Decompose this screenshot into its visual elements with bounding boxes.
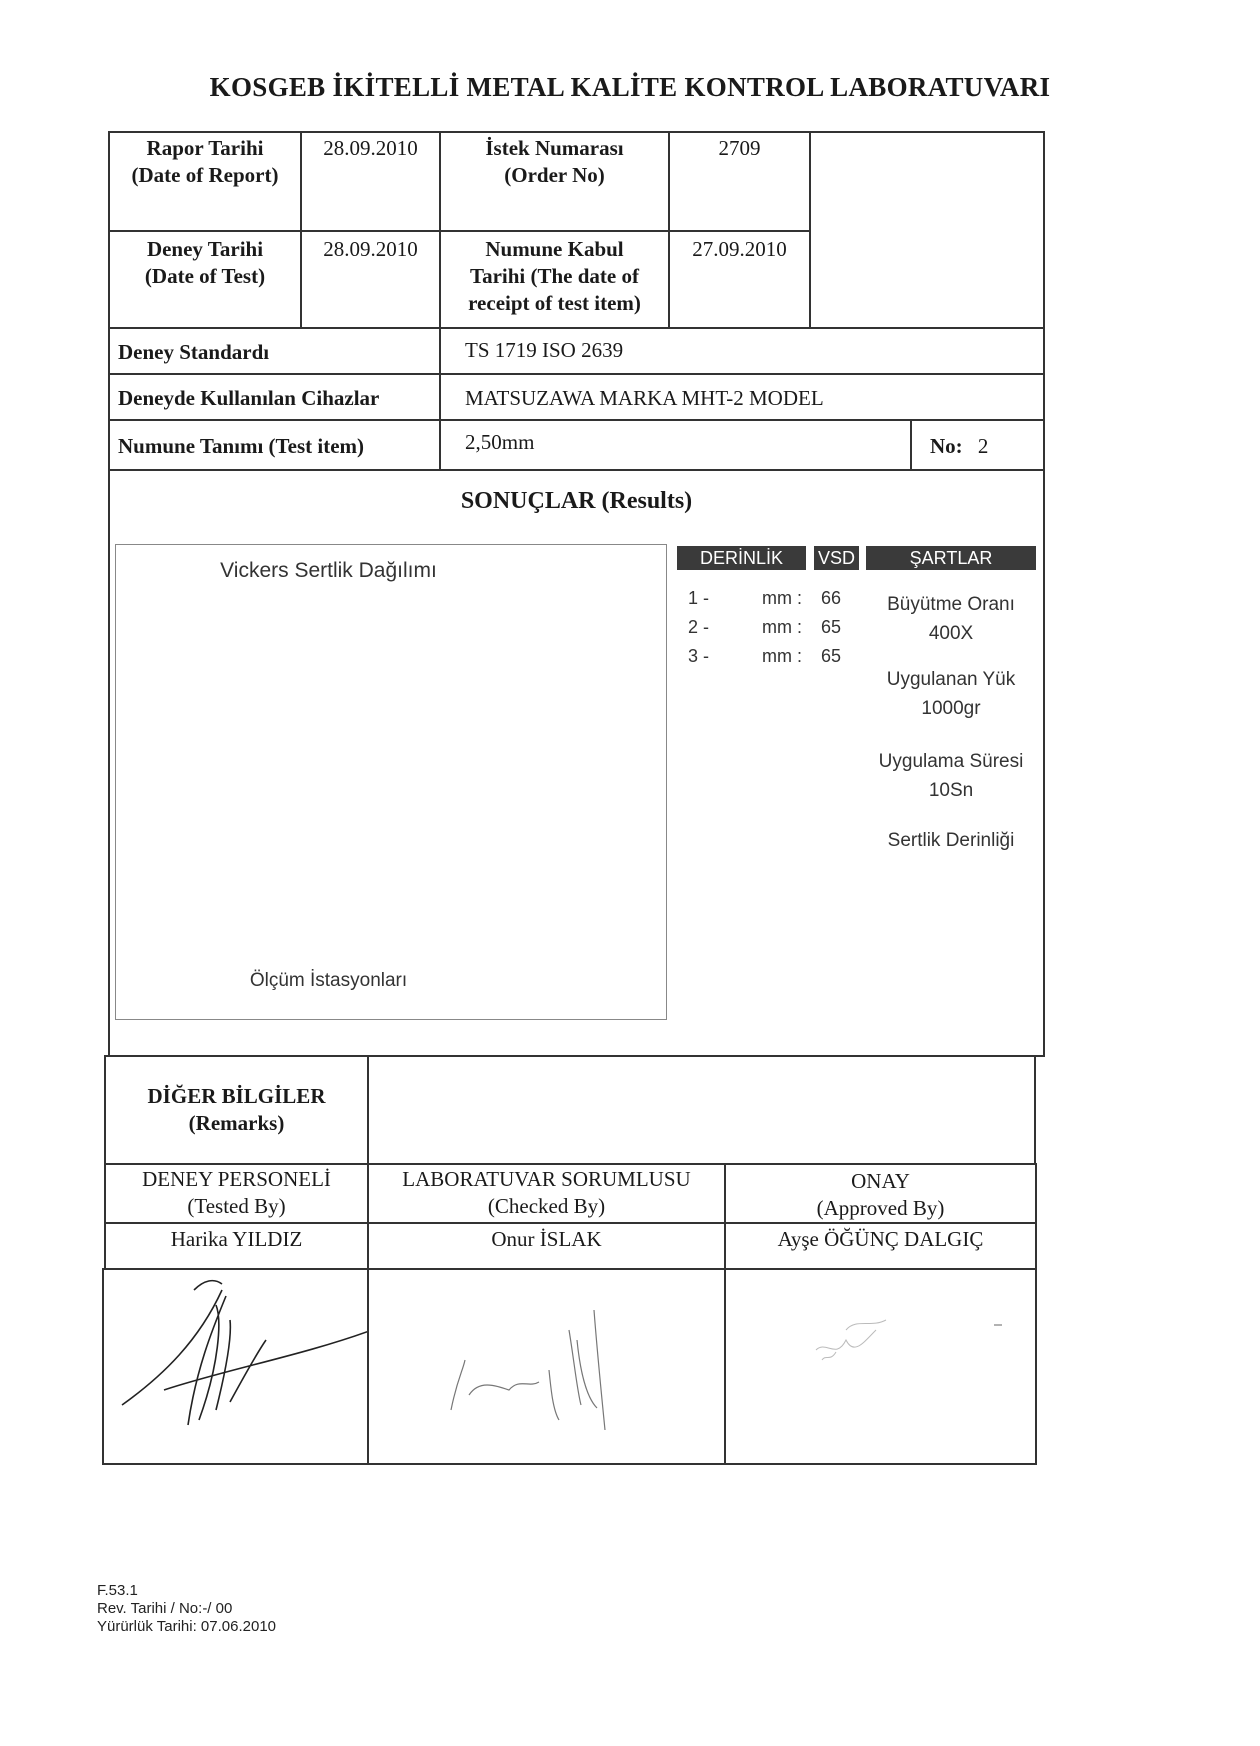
- order-label: İstek Numarası: [485, 136, 624, 160]
- approved-by-label: ONAY: [851, 1169, 910, 1193]
- item-no-value: 2: [977, 434, 989, 458]
- item-value: 2,50mm: [465, 430, 535, 454]
- results-title: SONUÇLAR (Results): [460, 488, 693, 514]
- standard-label: Deney Standardı: [118, 340, 270, 364]
- item-label-cell: [108, 419, 441, 471]
- row-index: 3 -: [688, 646, 710, 666]
- receipt-label-3: receipt of test item): [468, 291, 641, 315]
- row-unit: mm :: [762, 588, 802, 608]
- report-date-cell: [300, 131, 441, 232]
- remarks-label-en: (Remarks): [188, 1111, 285, 1135]
- receipt-label-1: Numune Kabul: [485, 237, 624, 261]
- approved-by-label-en: (Approved By): [816, 1196, 945, 1220]
- remarks-value-cell: [367, 1055, 1036, 1165]
- chart-title: Vickers Sertlik Dağılımı: [220, 559, 437, 582]
- row-vsd: 65: [821, 646, 842, 666]
- row-index: 1 -: [688, 588, 710, 608]
- load-value: 1000gr: [921, 698, 981, 719]
- approved-by-label-cell: [724, 1163, 1037, 1224]
- footer: [97, 1582, 276, 1636]
- approved-by-signature-cell: [724, 1268, 1037, 1465]
- lab-title: KOSGEB İKİTELLİ METAL KALİTE KONTROL LABORATUVARI: [209, 72, 1051, 102]
- results-rows: [688, 584, 841, 671]
- test-date-label: Deney Tarihi: [146, 237, 264, 261]
- checked-by-signature-cell: [367, 1268, 726, 1465]
- approved-by-name-cell: [724, 1222, 1037, 1270]
- blank-corner-cell: [809, 131, 1045, 329]
- report-date-label: Rapor Tarihi: [146, 136, 264, 160]
- devices-value-cell: [439, 373, 1045, 421]
- receipt-label-2: Tarihi (The date of: [470, 264, 639, 288]
- revision-info: Rev. Tarihi / No:-/ 00: [97, 1600, 233, 1617]
- report-date-label-cell: [108, 131, 302, 232]
- checked-by-signature: [369, 1270, 724, 1463]
- report-date-value: 28.09.2010: [323, 136, 418, 160]
- devices-label: Deneyde Kullanılan Cihazlar: [118, 386, 380, 410]
- checked-by-label: LABORATUVAR SORUMLUSU: [402, 1167, 691, 1191]
- row-unit: mm :: [762, 617, 802, 637]
- tested-by-signature: [104, 1270, 367, 1463]
- standard-value: TS 1719 ISO 2639: [465, 338, 624, 362]
- tested-by-name-cell: [104, 1222, 369, 1270]
- tested-by-signature-cell: [102, 1268, 369, 1465]
- magnification-label: Büyütme Oranı: [887, 594, 1015, 615]
- row-vsd: 66: [821, 588, 842, 608]
- standard-label-cell: [108, 327, 441, 375]
- checked-by-label-cell: [367, 1163, 726, 1224]
- item-label: Numune Tanımı (Test item): [118, 434, 365, 458]
- test-date-label-cell: [108, 230, 302, 329]
- checked-by-name-cell: [367, 1222, 726, 1270]
- order-label-cell: [439, 131, 670, 232]
- remarks-label: DİĞER BİLGİLER: [147, 1084, 326, 1108]
- magnification-value: 400X: [928, 623, 974, 644]
- row-vsd: 65: [821, 617, 842, 637]
- order-no-cell: [668, 131, 811, 232]
- item-no-cell: [910, 419, 1045, 471]
- tested-by-label-cell: [104, 1163, 369, 1224]
- order-no-value: 2709: [718, 136, 761, 160]
- effective-date: Yürürlük Tarihi: 07.06.2010: [97, 1618, 277, 1635]
- tested-by-label: DENEY PERSONELİ: [142, 1167, 331, 1191]
- remarks-label-cell: [104, 1055, 369, 1165]
- depth-column-header: DERİNLİK: [677, 546, 806, 570]
- receipt-date-cell: [668, 230, 811, 329]
- result-row: [688, 613, 841, 642]
- order-label-en: (Order No): [504, 163, 605, 187]
- chart-xlabel: Ölçüm İstasyonları: [249, 970, 408, 991]
- item-value-cell: [439, 419, 912, 471]
- vsd-column-header: VSD: [814, 546, 859, 570]
- checked-by-label-en: (Checked By): [487, 1194, 606, 1218]
- result-row: [688, 584, 841, 613]
- chart-box: [115, 544, 667, 1020]
- form-number: F.53.1: [97, 1582, 138, 1599]
- conditions-column-header: ŞARTLAR: [866, 546, 1036, 570]
- depth-label: Sertlik Derinliği: [887, 830, 1015, 851]
- test-date-label-en: (Date of Test): [144, 264, 266, 288]
- load-label: Uygulanan Yük: [886, 669, 1016, 690]
- approved-by-signature: [726, 1270, 1035, 1463]
- row-index: 2 -: [688, 617, 710, 637]
- duration-value: 10Sn: [928, 780, 974, 801]
- conditions-block: [866, 590, 1036, 855]
- receipt-date-value: 27.09.2010: [692, 237, 787, 261]
- duration-label: Uygulama Süresi: [878, 751, 1024, 772]
- tested-by-name: Harika YILDIZ: [170, 1227, 303, 1251]
- standard-value-cell: [439, 327, 1045, 375]
- devices-value: MATSUZAWA MARKA MHT-2 MODEL: [465, 386, 824, 410]
- result-row: [688, 642, 841, 671]
- test-date-value: 28.09.2010: [323, 237, 418, 261]
- test-date-cell: [300, 230, 441, 329]
- approved-by-name: Ayşe ÖĞÜNÇ DALGIÇ: [777, 1227, 984, 1251]
- row-unit: mm :: [762, 646, 802, 666]
- checked-by-name: Onur İSLAK: [491, 1227, 602, 1251]
- tested-by-label-en: (Tested By): [187, 1194, 286, 1218]
- item-no-label: No:: [930, 434, 963, 458]
- report-date-label-en: (Date of Report): [131, 163, 279, 187]
- devices-label-cell: [108, 373, 441, 421]
- receipt-label-cell: [439, 230, 670, 329]
